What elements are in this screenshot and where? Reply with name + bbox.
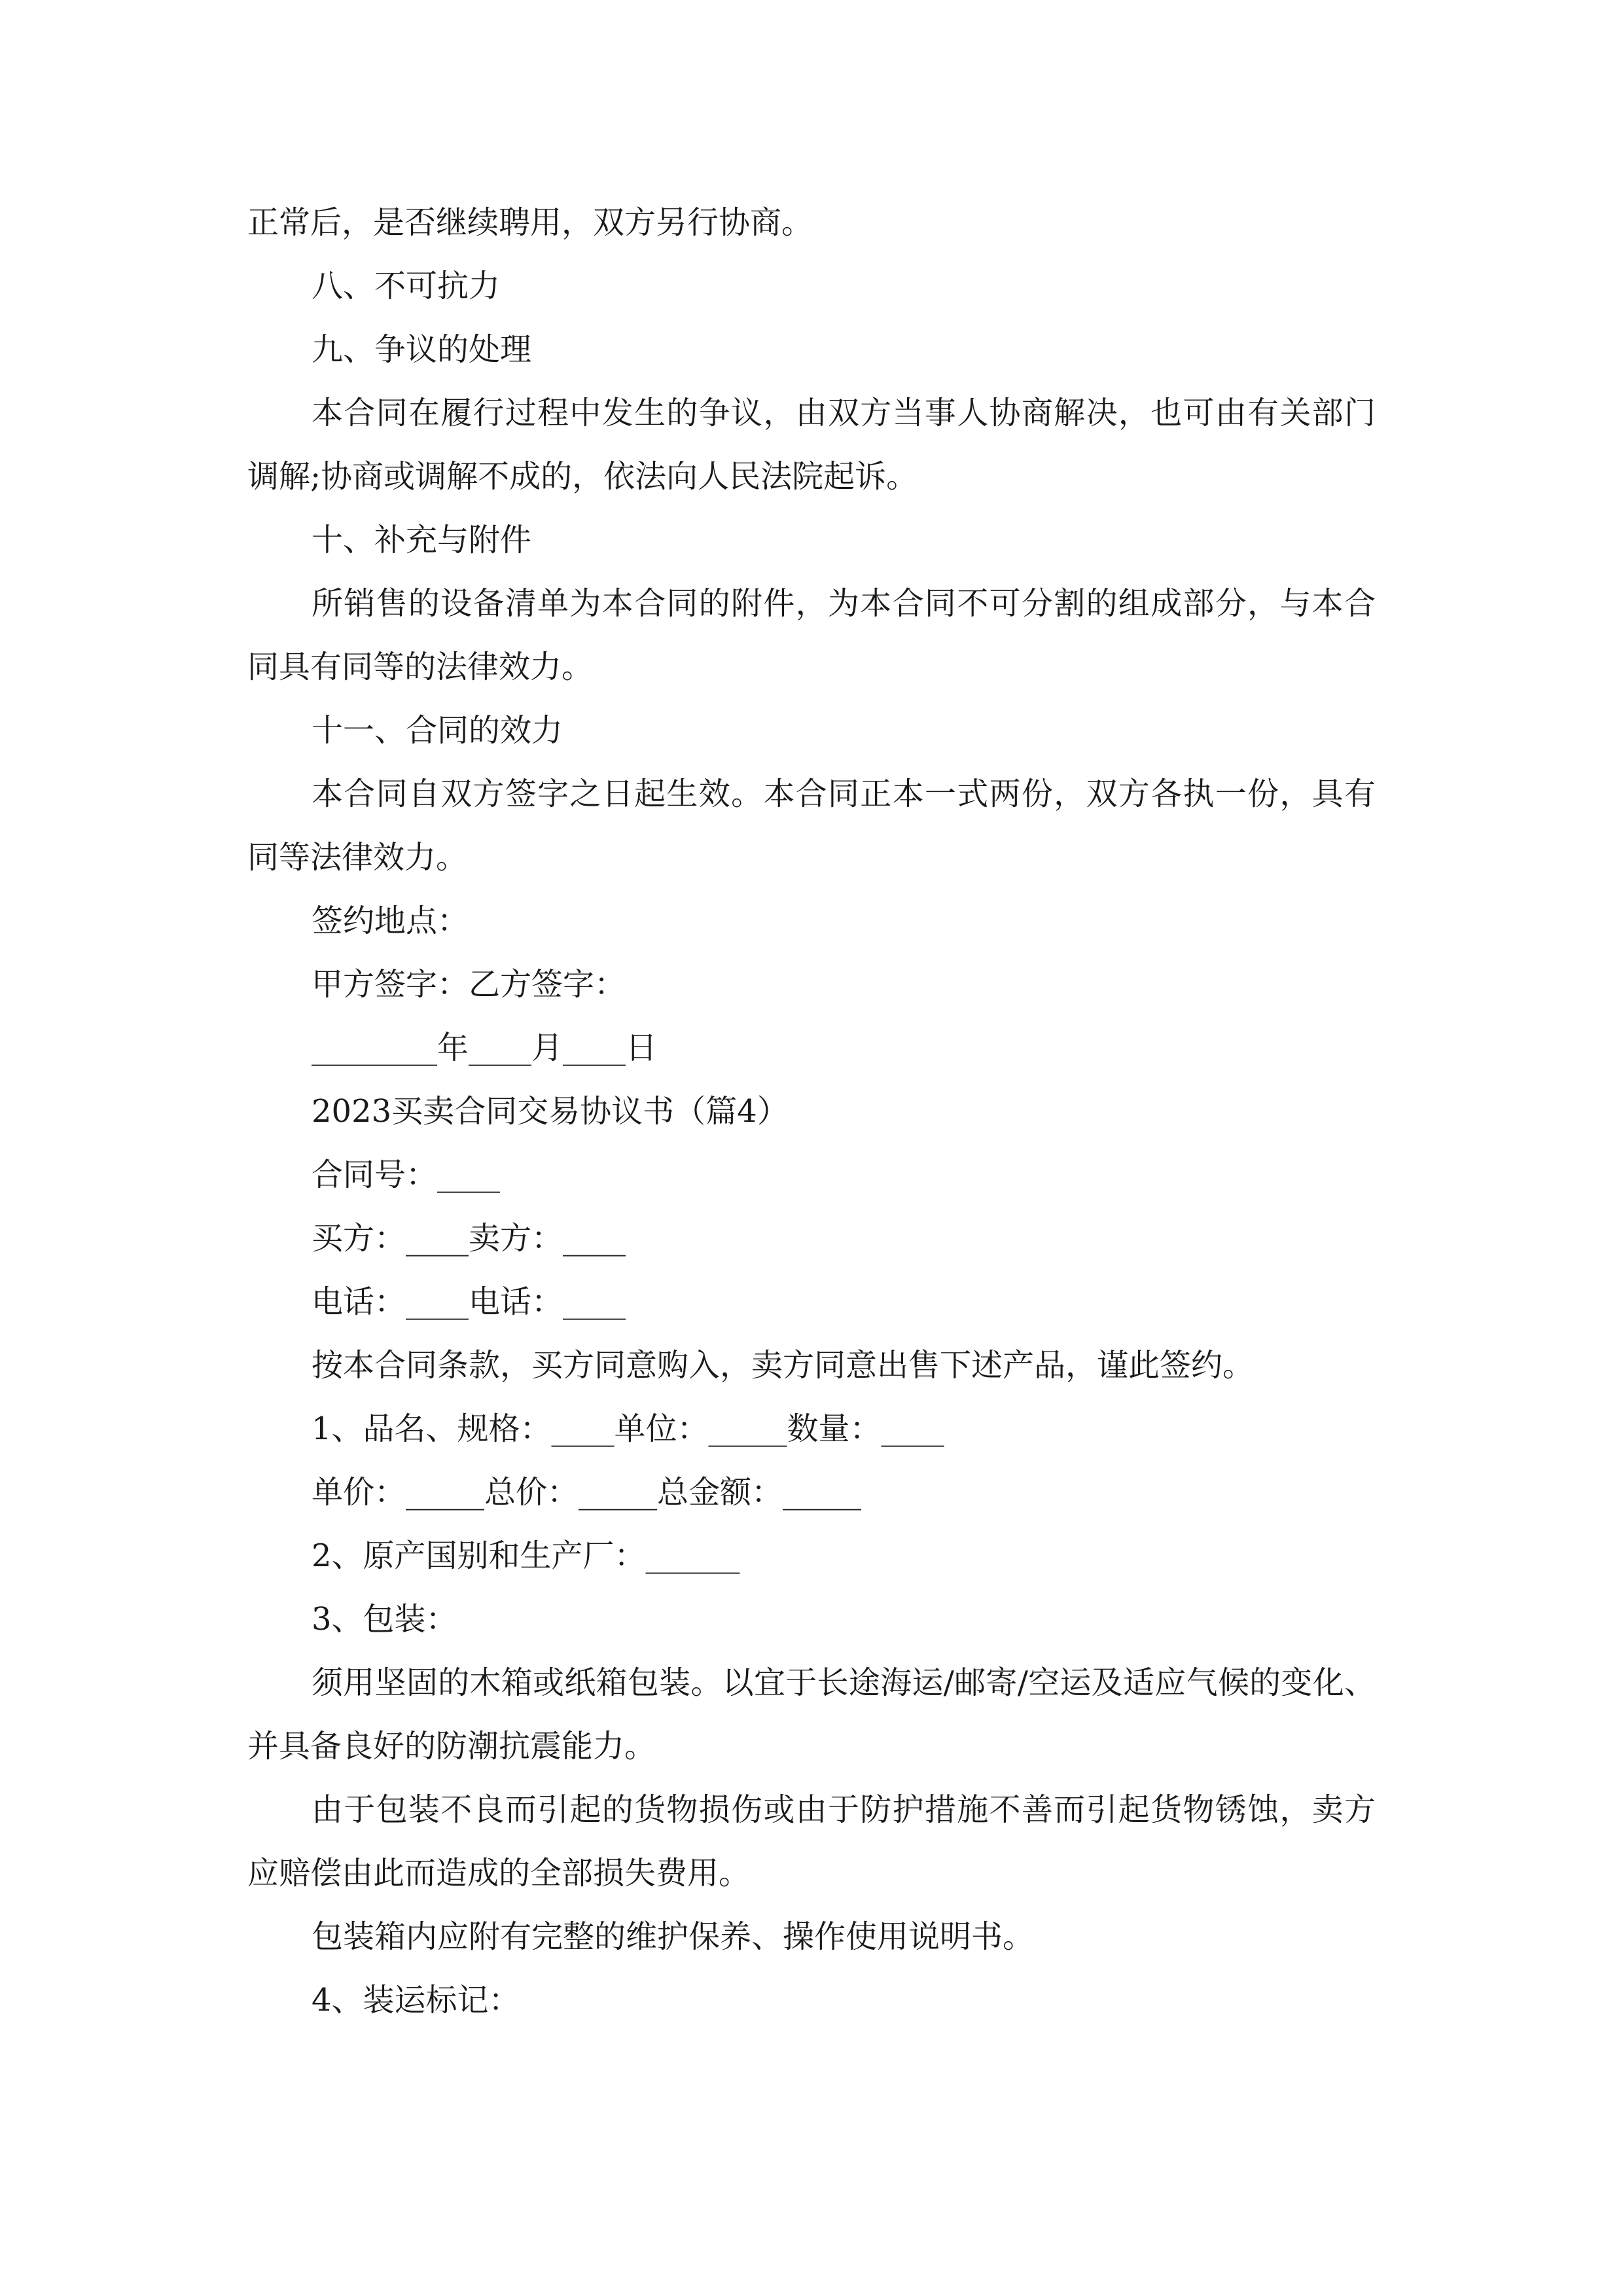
signature-line: 甲方签字：乙方签字：: [312, 966, 626, 1003]
document-body: [247, 191, 1376, 2032]
paragraph-supplements: 所销售的设备清单为本合同的附件，为本合同不可分割的组成部分，与本合同具有同等的法律效力。: [247, 585, 1376, 685]
origin-line: 2、原产国别和生产厂：______: [312, 1537, 740, 1574]
packing-paragraph-1: 须用坚固的木箱或纸箱包装。以宜于长途海运/邮寄/空运及适应气候的变化、并具备良好的防潮抗震能力。: [247, 1664, 1376, 1765]
signing-location-line: 签约地点：: [312, 903, 469, 939]
contract-number-line: 合同号：____: [312, 1157, 501, 1193]
section-heading-supplements: 十、补充与附件: [312, 522, 532, 558]
contract-title: 2023买卖合同交易协议书（篇4）: [312, 1093, 789, 1130]
buyer-seller-line: 买方：____卖方：____: [312, 1220, 626, 1257]
packing-paragraph-2: 由于包装不良而引起的货物损伤或由于防护措施不善而引起货物锈蚀，卖方应赔偿由此而造成的全部损失费用。: [247, 1791, 1376, 1892]
paragraph-dispute: 本合同在履行过程中发生的争议，由双方当事人协商解决，也可由有关部门调解;协商或调解不成的，依法向人民法院起诉。: [247, 395, 1376, 495]
item-spec-line: 1、品名、规格：____单位：_____数量：____: [312, 1410, 944, 1447]
section-heading-dispute: 九、争议的处理: [312, 331, 532, 368]
price-line: 单价：_____总价：_____总金额：_____: [312, 1474, 862, 1511]
packing-heading: 3、包装：: [312, 1601, 457, 1638]
shipping-mark-heading: 4、装运标记：: [312, 1982, 520, 2018]
paragraph-continuation: 正常后，是否继续聘用，双方另行协商。: [247, 204, 813, 241]
packing-paragraph-3: 包装箱内应附有完整的维护保养、操作使用说明书。: [312, 1918, 1035, 1955]
paragraph-validity: 本合同自双方签字之日起生效。本合同正本一式两份，双方各执一份，具有同等法律效力。: [247, 776, 1376, 876]
phone-line: 电话：____电话：____: [312, 1283, 626, 1320]
section-heading-force-majeure: 八、不可抗力: [312, 268, 501, 304]
date-line: ________年____月____日: [312, 1030, 658, 1066]
section-heading-validity: 十一、合同的效力: [312, 712, 563, 749]
agreement-intro: 按本合同条款，买方同意购入，卖方同意出售下述产品，谨此签约。: [312, 1347, 1255, 1384]
